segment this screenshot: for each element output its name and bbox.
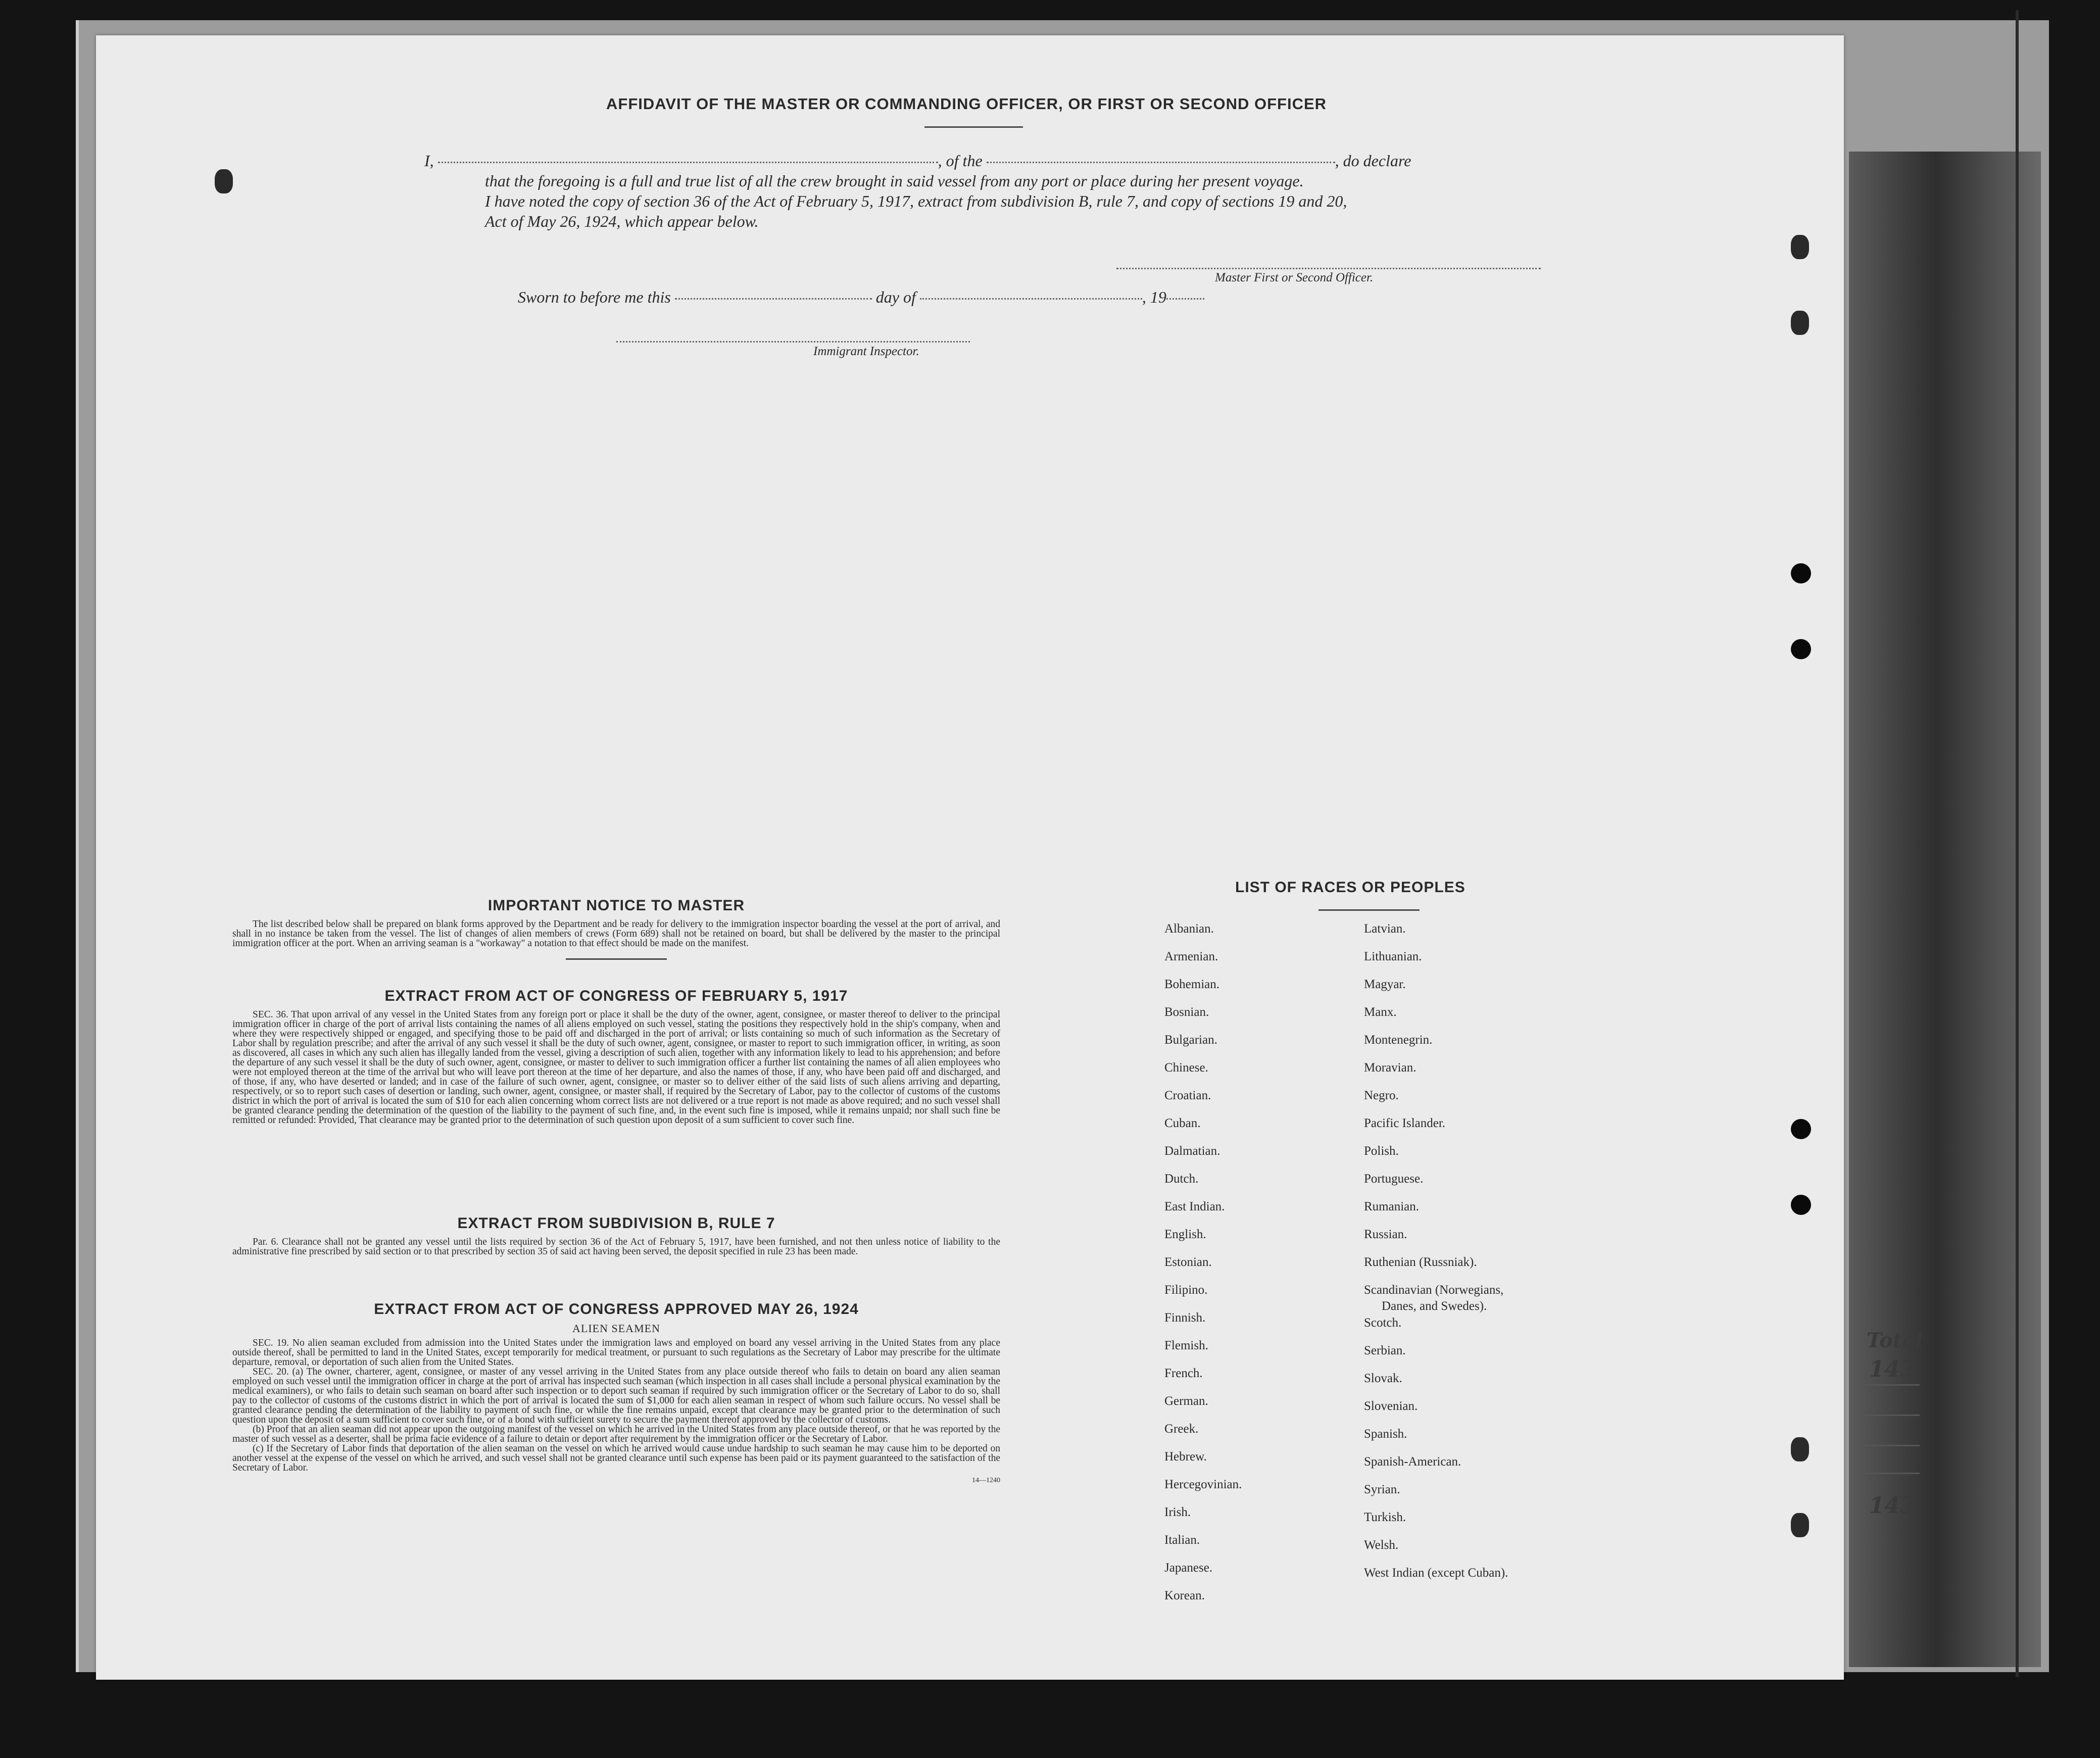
title-rule <box>924 126 1023 128</box>
year-label: , 19 <box>1142 288 1166 306</box>
race-item: Dalmatian. <box>1164 1144 1220 1158</box>
sworn-day-field[interactable] <box>675 298 872 300</box>
race-item: Ruthenian (Russniak). <box>1364 1255 1477 1269</box>
race-item: Bosnian. <box>1164 1005 1209 1019</box>
inspector-label: Immigrant Inspector. <box>813 345 919 358</box>
race-item: Slovak. <box>1364 1372 1402 1385</box>
race-item: Spanish. <box>1364 1427 1407 1441</box>
notice-body <box>232 919 1000 948</box>
race-item: Spanish-American. <box>1364 1455 1461 1469</box>
page-shadow <box>1849 152 2041 1667</box>
inspector-signature-line[interactable] <box>616 341 970 343</box>
race-item: Estonian. <box>1164 1255 1212 1269</box>
margin-total-label: Total <box>1867 1329 1923 1352</box>
race-item: Finnish. <box>1164 1311 1206 1325</box>
binder-hole <box>1791 563 1811 583</box>
race-item: Polish. <box>1364 1144 1399 1158</box>
race-item: Hebrew. <box>1164 1450 1207 1463</box>
race-item: Chinese. <box>1164 1061 1208 1075</box>
section-36-paragraph: SEC. 36. That upon arrival of any vessel in the United States from any foreign port or place it shall be the duty of the owner, agent, consignee, or master thereof to deliver to the principal immigration officer in charge of the port of arrival lists containing the names of all aliens employed on such vessel, stating the positions they respectively hold in the ship's company, when and where they were respectively shipped or engaged, and specifying those to be paid off and discharged in the port of arrival; or lists containing so much of such information as the Secretary of Labor shall by regulation prescribe; and after the arrival of any such vessel it shall be the duty of such owner, agent, consignee, or master to report to such immigration officer, in writing, as soon as discovered, all cases in which any such alien has illegally landed from the vessel, giving a description of such alien, together with any information likely to lead to his apprehension; and before the departure of any such vessel it shall be the duty of such owner, agent, consignee, or master to deliver to such immigration officer a further list containing the names of all alien employees who were not employed thereon at the time of the arrival but who will leave port thereon at the time of her departure, and also the names of those, if any, who have been paid off and discharged, and of those, if any, who have deserted or landed; and in case of the failure of such owner, agent, consignee, or master so to deliver either of the said lists of such aliens arriving and departing, respectively, or so to report such cases of desertion or landing, such owner, agent, consignee, or master shall, if required by the Secretary of Labor, pay to the collector of customs of the customs district in which the port of arrival is located the sum of $10 for each alien concerning whom correct lists are not delivered or a true report is not made as above required; and no such vessel shall be granted clearance pending the determination of the question of the liability to the payment of such fine, and, in the event such fine is imposed, while it remains unpaid; nor shall such fine be remitted or refunded: Provided, That clearance may be granted prior to the determination of such question upon deposit of a sum sufficient to cover such fine. <box>232 1009 1000 1126</box>
affidavit-sheet <box>96 35 1844 1680</box>
form-number: 14—1240 <box>972 1477 1000 1484</box>
day-of-label: day of <box>875 288 916 306</box>
declare-label: , do declare <box>1335 152 1411 170</box>
race-item: Japanese. <box>1164 1561 1213 1575</box>
sworn-line <box>518 288 1204 307</box>
race-item: Turkish. <box>1364 1510 1406 1524</box>
master-label: Master First or Second Officer. <box>1215 271 1374 284</box>
race-item: Croatian. <box>1164 1089 1211 1102</box>
race-item: Armenian. <box>1164 950 1218 963</box>
of-the-label: , of the <box>938 152 983 170</box>
margin-total-value-1: 143 <box>1869 1356 1916 1382</box>
notice-title: IMPORTANT NOTICE TO MASTER <box>487 897 745 914</box>
race-item: Lithuanian. <box>1364 950 1422 963</box>
race-item: Slovenian. <box>1364 1399 1418 1413</box>
name-field[interactable] <box>438 162 938 163</box>
race-item: Albanian. <box>1164 922 1214 936</box>
act-1917-section <box>232 988 1000 1125</box>
rule-7-title: EXTRACT FROM SUBDIVISION B, RULE 7 <box>457 1215 775 1232</box>
declaration-line-3: I have noted the copy of section 36 of the Act of February 5, 1917, extract from subdivision B, rule 7, and copy of sections 19 and 20, <box>485 192 1347 210</box>
act-1917-body <box>232 1010 1000 1125</box>
race-item: Rumanian. <box>1364 1200 1420 1213</box>
binder-hole <box>1791 311 1809 335</box>
tally-line <box>1864 1473 1920 1474</box>
act-1917-title: EXTRACT FROM ACT OF CONGRESS OF FEBRUARY 5, 1917 <box>384 988 848 1004</box>
scan-edge <box>2016 10 2019 1677</box>
race-item: Cuban. <box>1164 1116 1201 1130</box>
race-item: Bohemian. <box>1164 978 1220 991</box>
race-item: Syrian. <box>1364 1483 1400 1496</box>
alien-seamen-subtitle: ALIEN SEAMEN <box>572 1322 660 1335</box>
affidavit-title: AFFIDAVIT OF THE MASTER OR COMMANDING OFFICER, OR FIRST OR SECOND OFFICER <box>606 95 1327 113</box>
rule-7-section <box>232 1215 1000 1256</box>
race-item: Irish. <box>1164 1505 1191 1519</box>
tally-line <box>1864 1414 1920 1416</box>
act-1924-title: EXTRACT FROM ACT OF CONGRESS APPROVED MAY 26, 1924 <box>374 1301 859 1317</box>
declaration-line-4: Act of May 26, 1924, which appear below. <box>485 212 759 230</box>
sworn-year-field[interactable] <box>1166 298 1204 300</box>
vessel-field[interactable] <box>987 162 1335 163</box>
race-item: Manx. <box>1364 1005 1397 1019</box>
race-item: Serbian. <box>1364 1344 1406 1357</box>
ink-blot <box>215 169 233 193</box>
race-item: Negro. <box>1364 1089 1399 1102</box>
race-item: Flemish. <box>1164 1339 1208 1352</box>
race-item: Hercegovinian. <box>1164 1478 1242 1491</box>
binder-hole <box>1791 1513 1809 1537</box>
rule-7-body <box>232 1237 1000 1256</box>
section-19-paragraph: SEC. 19. No alien seaman excluded from admission into the United States under the immigration laws and employed on board any vessel arriving in the United States from any place outside thereof, shall be permitted to land in the United States, except temporarily for medical treatment, or pursuant to such regulations as the Secretary of Labor may prescribe for the ultimate departure, removal, or deportation of such alien from the United States. <box>232 1338 1000 1368</box>
notice-section <box>232 897 1000 960</box>
race-item: Greek. <box>1164 1422 1199 1436</box>
binder-hole <box>1791 1119 1811 1139</box>
act-1924-body <box>232 1338 1000 1473</box>
race-item: Portuguese. <box>1364 1172 1424 1186</box>
race-item: French. <box>1164 1366 1203 1380</box>
race-item: Moravian. <box>1364 1061 1417 1075</box>
race-item: Italian. <box>1164 1533 1200 1547</box>
race-item: English. <box>1164 1228 1206 1241</box>
master-signature-line[interactable] <box>1116 268 1541 269</box>
race-item: West Indian (except Cuban). <box>1364 1566 1508 1580</box>
margin-total-value-2: 143 <box>1869 1493 1916 1519</box>
binder-hole <box>1791 235 1809 259</box>
race-item: Filipino. <box>1164 1283 1208 1297</box>
tally-line <box>1864 1384 1920 1386</box>
race-item: Welsh. <box>1364 1538 1399 1552</box>
race-item: Montenegrin. <box>1364 1033 1433 1047</box>
race-item: East Indian. <box>1164 1200 1225 1213</box>
race-item: Pacific Islander. <box>1364 1116 1446 1130</box>
race-item: Magyar. <box>1364 978 1406 991</box>
act-1924-section <box>232 1301 1000 1485</box>
declarant-prefix: I, <box>424 152 434 170</box>
binder-hole <box>1791 639 1811 659</box>
binder-hole <box>1791 1437 1809 1461</box>
races-rule <box>1318 909 1420 911</box>
notice-paragraph: The list described below shall be prepared on blank forms approved by the Department and be ready for delivery to the immigration inspector boarding the vessel at the port of arrival, and shall in no instance be taken from the vessel. The list of changes of alien members of crews (Form 689) shall not be retained on board, but shall be delivered by the master to the principal immigration officer at the port. When an arriving seaman is a "workaway" a notation to that effect should be made on the manifest. <box>232 919 1000 949</box>
sworn-month-field[interactable] <box>920 298 1142 300</box>
race-item: Korean. <box>1164 1589 1205 1602</box>
race-item: Dutch. <box>1164 1172 1199 1186</box>
section-rule <box>566 958 667 960</box>
race-item: German. <box>1164 1394 1208 1408</box>
race-item: Danes, and Swedes). <box>1382 1299 1487 1313</box>
section-20b-paragraph: (b) Proof that an alien seaman did not appear upon the outgoing manifest of the vessel on which he arrived in the United States from any place outside thereof, or that he was reported by the master of such vessel as a deserter, shall be prima facie evidence of a failure to detain or deport after requirement by the immigration officer or the Secretary of Labor. <box>232 1424 1000 1444</box>
section-20a-paragraph: SEC. 20. (a) The owner, charterer, agent, consignee, or master of any vessel arriving in the United States from any place outside thereof who fails to detain on board any alien seaman employed on such vessel until the immigration officer in charge at the port of arrival has inspected such seaman (which inspection in all cases shall include a personal physical examination by the medical examiners), or who fails to detain such seaman on board after such inspection or to deport such seaman if required by such immigration officer or the Secretary of Labor to do so, shall pay to the collector of customs of the customs district in which the port of arrival is located the sum of $1,000 for each alien seaman in respect of whom such failure occurs. No vessel shall be granted clearance pending the determination of the liability to payment of such fine, or while the fine remains unpaid, except that clearance may be granted prior to the determination of such question upon the deposit of a sum sufficient to cover such fine, or of a bond with sufficient surety to secure the payment thereof approved by the collector of customs. <box>232 1366 1000 1425</box>
declaration-line-1 <box>424 152 1546 170</box>
race-item: Bulgarian. <box>1164 1033 1217 1047</box>
paragraph-6: Par. 6. Clearance shall not be granted any vessel until the lists required by section 36 of the Act of February 5, 1917, have been furnished, and not then unless notice of liability to the administrative fine prescribed by said section or to that prescribed by section 35 of said act having been served, the deposit specified in rule 23 has been made. <box>232 1237 1000 1257</box>
tally-line <box>1864 1445 1920 1446</box>
race-item: Scandinavian (Norwegians, <box>1364 1283 1504 1297</box>
race-item: Latvian. <box>1364 922 1406 936</box>
declaration-line-2: that the foregoing is a full and true list of all the crew brought in said vessel from any port or place during her present voyage. <box>485 172 1304 190</box>
section-20c-paragraph: (c) If the Secretary of Labor finds that deportation of the alien seaman on the vessel on which he arrived would cause undue hardship to such seaman he may cause him to be deported on another vessel at the expense of the vessel on which he arrived, and such vessel shall not be granted clearance until such expense has been paid or its payment guaranteed to the satisfaction of the Secretary of Labor. <box>232 1443 1000 1473</box>
races-title: LIST OF RACES OR PEOPLES <box>1235 879 1466 896</box>
binder-hole <box>1791 1195 1811 1215</box>
race-item: Scotch. <box>1364 1316 1402 1330</box>
sworn-label: Sworn to before me this <box>518 288 671 306</box>
race-item: Russian. <box>1364 1228 1407 1241</box>
